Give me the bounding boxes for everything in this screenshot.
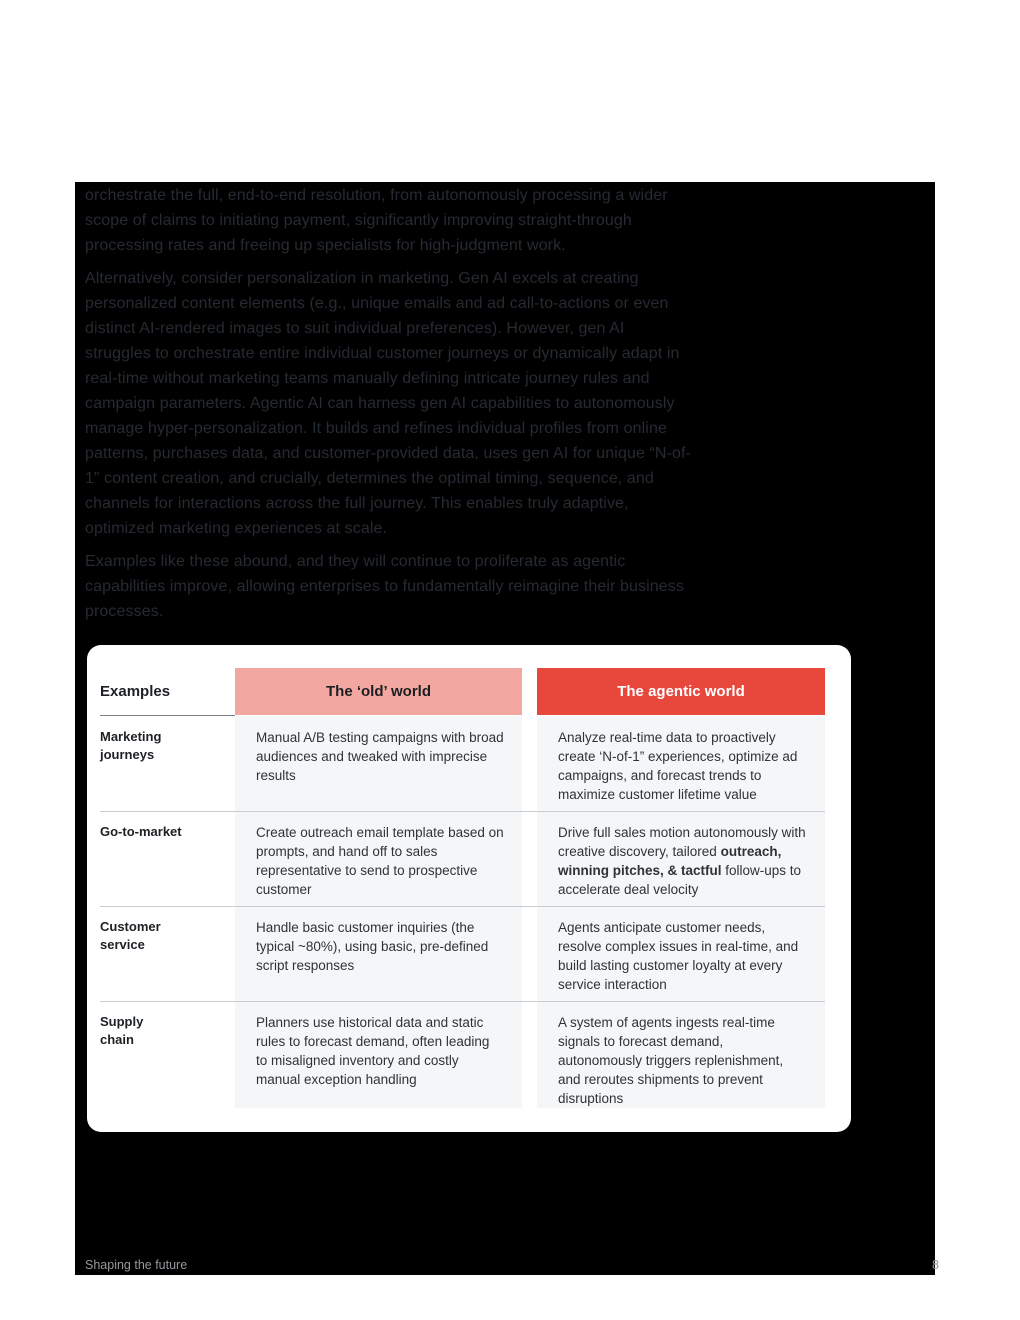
row-label: Supply chain [100, 1014, 144, 1047]
old-world-cell: Manual A/B testing campaigns with broad audiences and tweaked with imprecise results [235, 716, 522, 811]
agentic-world-column-header: The agentic world [537, 668, 825, 715]
paragraph-claims-processing: orchestrate the full, end-to-end resolution, from autonomously processing a wider scope of claims to initiating payment, significantly improving straight-through processing rates and freeing up specialists for high-judgment work. [85, 187, 668, 254]
table-header-row [87, 645, 851, 716]
agentic-text-normal: Drive full sales motion autonomously with creative discovery, tailored [558, 825, 806, 859]
table-row-supply-chain [87, 1001, 851, 1106]
agentic-world-cell: A system of agents ingests real-time signals to forecast demand, autonomously triggers replenishment, and reroutes shipments to prevent disruptions [537, 1001, 825, 1108]
row-label: Customer service [100, 919, 161, 952]
footer-page-number: 8 [932, 1258, 939, 1272]
page-content-panel [75, 182, 939, 1275]
table-row-customer-service [87, 906, 851, 1001]
agentic-text-bold: outreach, winning pitches, & tactful [558, 844, 782, 878]
agentic-world-cell [537, 811, 825, 906]
examples-comparison-card [87, 645, 851, 1132]
old-world-cell: Create outreach email template based on prompts, and hand off to sales representative to send to prospective customer [235, 811, 522, 906]
article-text [85, 183, 693, 632]
footer-section-title: Shaping the future [85, 1258, 188, 1272]
examples-heading: Examples [100, 683, 171, 700]
agentic-world-cell: Agents anticipate customer needs, resolve complex issues in real-time, and build lasting customer loyalty at every service interaction [537, 906, 825, 1001]
paragraph-examples-abound: Examples like these abound, and they will continue to proliferate as agentic capabilities improve, allowing enterprises to fundamentally reimagine their business processes. [85, 553, 684, 620]
agentic-world-cell: Analyze real-time data to proactively create ‘N-of-1” experiences, optimize ad campaigns, and forecast trends to maximize customer lifetime value [537, 716, 825, 811]
row-label: Marketing journeys [100, 729, 162, 762]
table-row-go-to-market [87, 811, 851, 906]
table-row-marketing-journeys [87, 716, 851, 811]
agentic-text-normal: follow-ups to accelerate deal velocity [558, 863, 802, 897]
old-world-column-header: The ‘old’ world [235, 668, 522, 715]
old-world-cell: Handle basic customer inquiries (the typical ~80%), using basic, pre-defined script responses [235, 906, 522, 1001]
row-label: Go-to-market [100, 824, 182, 839]
paragraph-personalization: Alternatively, consider personalization in marketing. Gen AI excels at creating personalized content elements (e.g., unique emails and ad call-to-actions or even distinct AI-rendered images to suit individual preferences). However, gen AI struggles to orchestrate entire individual customer journeys or dynamically adapt in real-time without marketing teams manually defining intricate journey rules and campaign parameters. Agentic AI can harness gen AI capabilities to autonomously manage hyper-personalization. It builds and refines individual profiles from online patterns, purchases data, and customer-provided data, uses gen AI for unique “N-of-1” content creation, and crucially, determines the optimal timing, sequence, and channels for interactions across the full journey. This enables truly adaptive, optimized marketing experiences at scale. [85, 270, 691, 537]
old-world-cell: Planners use historical data and static rules to forecast demand, often leading to misaligned inventory and costly manual exception handling [235, 1001, 522, 1108]
